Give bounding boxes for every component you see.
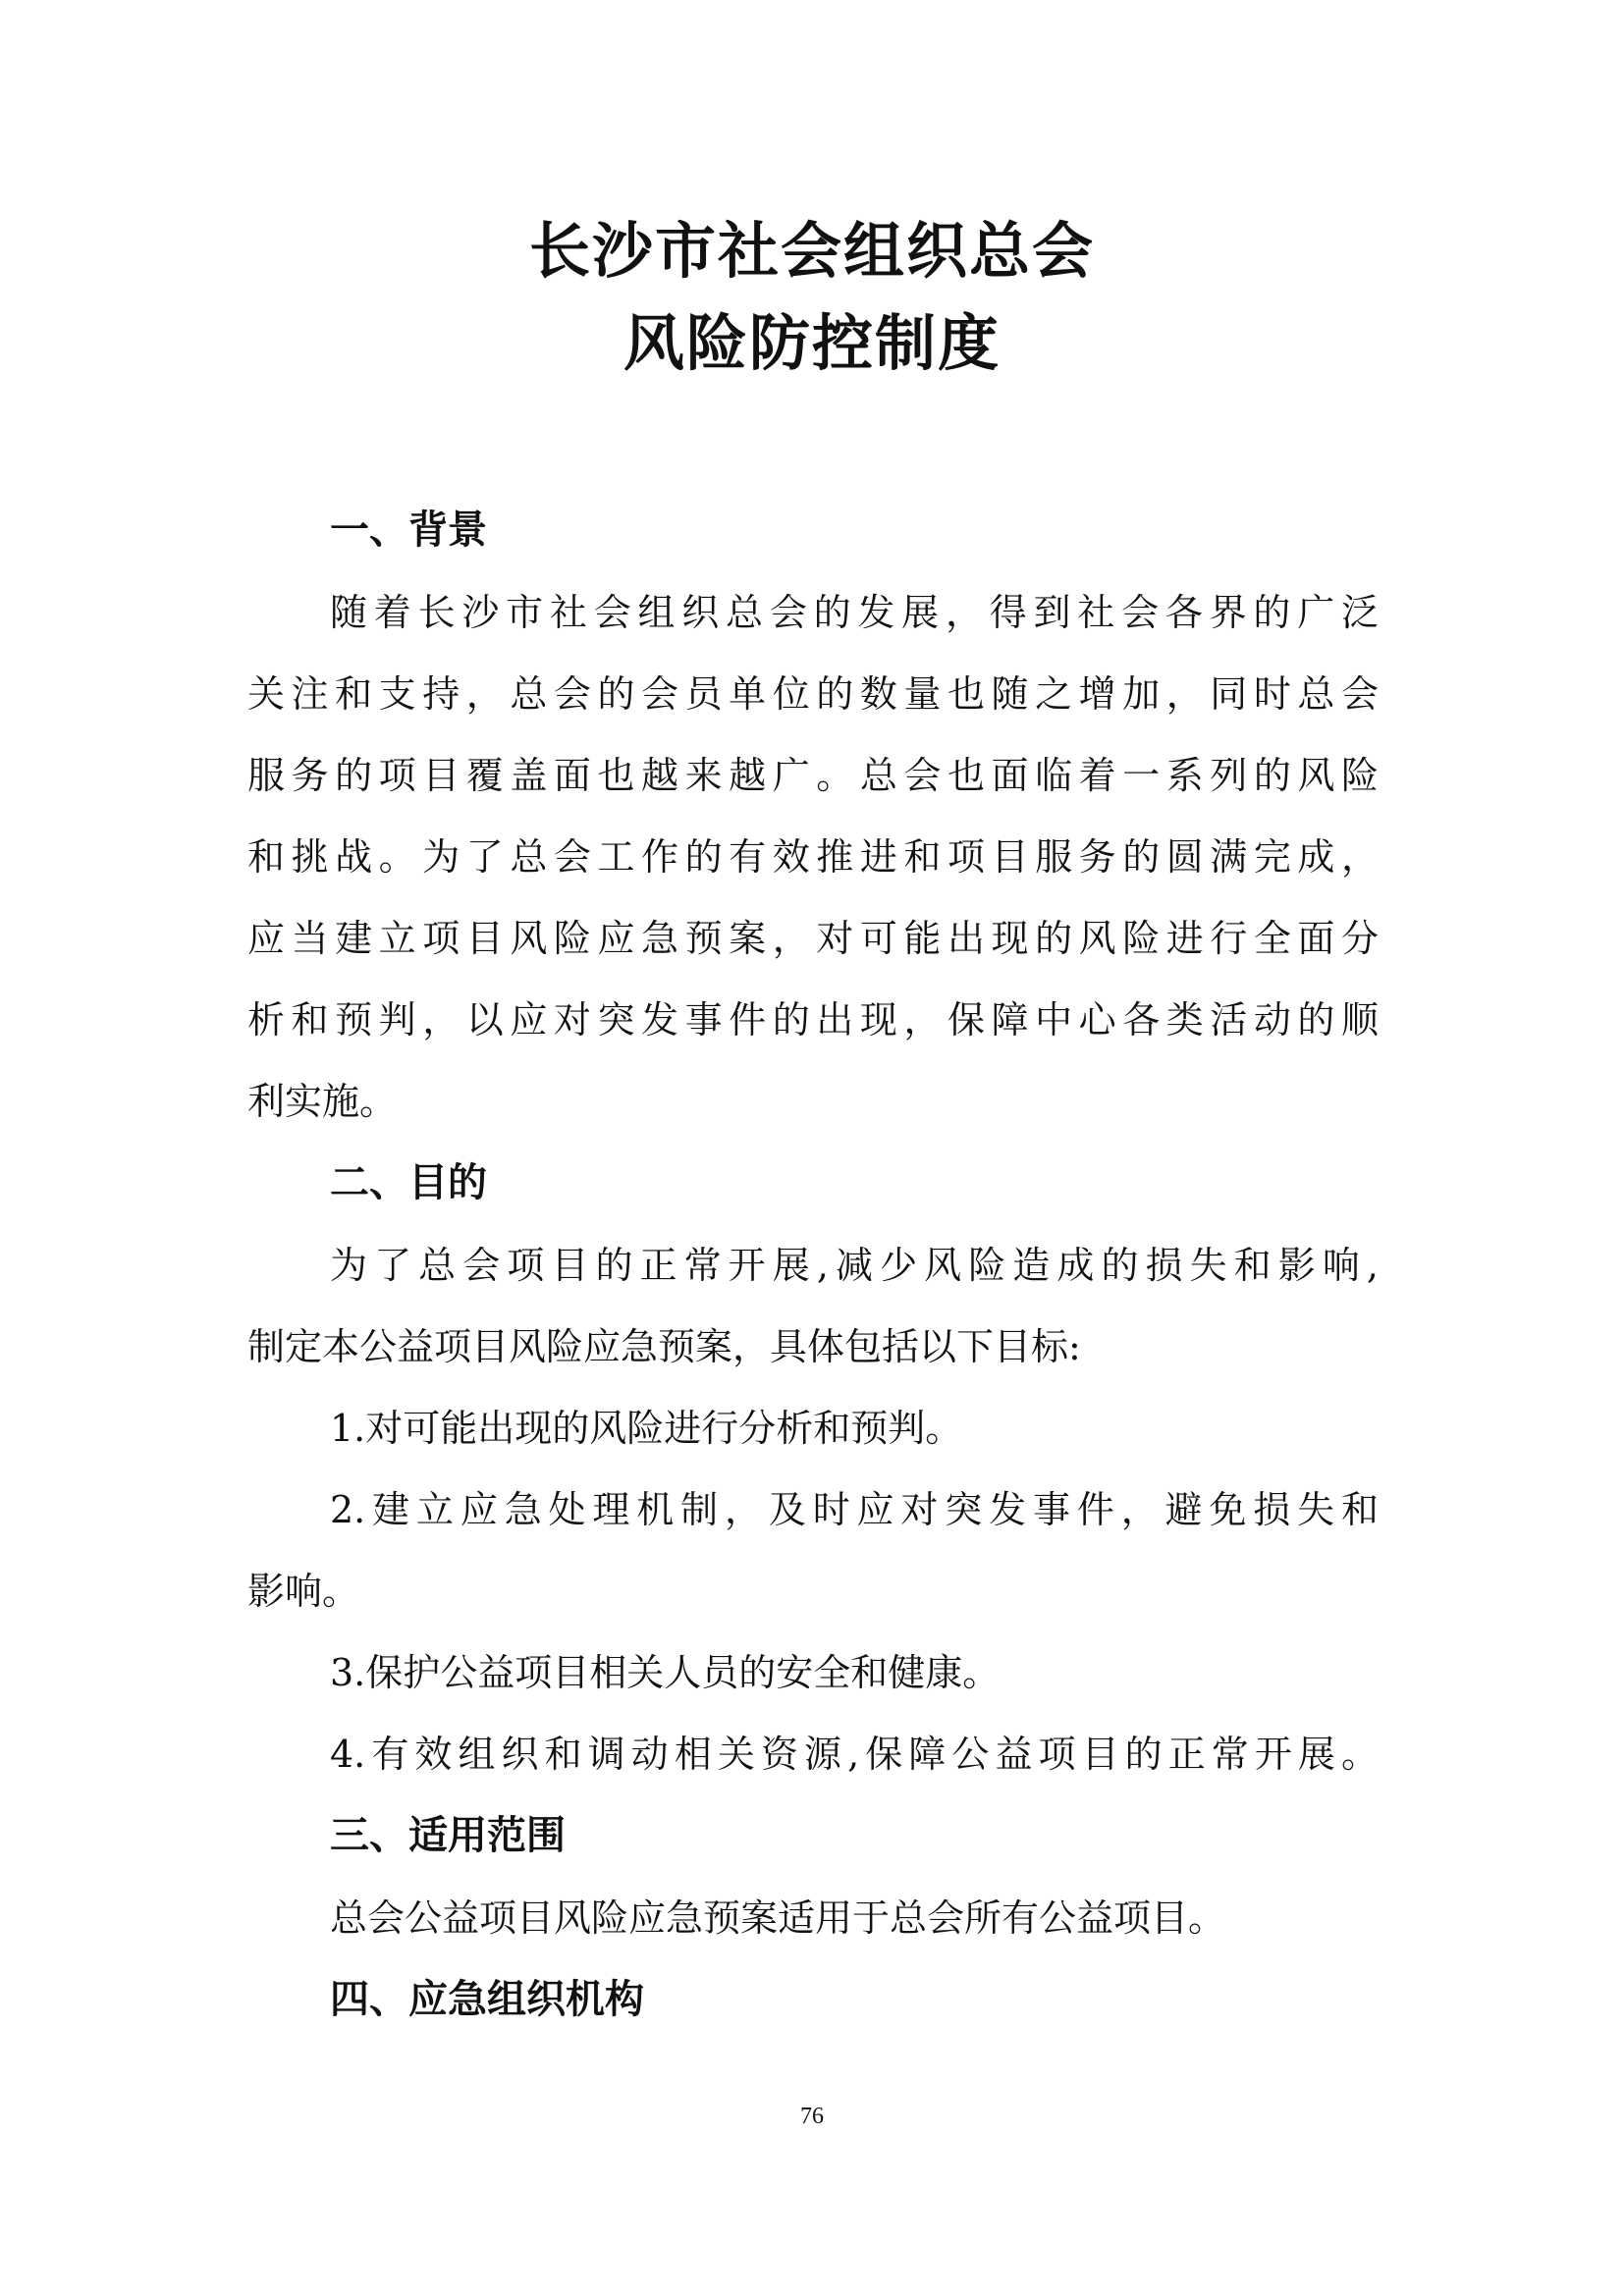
paragraph-line: 制定本公益项目风险应急预案，具体包括以下目标: [247,1325,1081,1368]
list-item-2: 2.建立应急处理机制，及时应对突发事件，避免损失和 [330,1488,1379,1531]
page-number: 76 [800,2104,824,2129]
paragraph-line: 和挑战。为了总会工作的有效推进和项目服务的圆满完成， [247,835,1379,879]
paragraph-line: 总会公益项目风险应急预案适用于总会所有公益项目。 [330,1896,1226,1940]
paragraph-line: 利实施。 [247,1080,398,1123]
paragraph-line: 为了总会项目的正常开展,减少风险造成的损失和影响, [330,1244,1379,1287]
list-item-4: 4.有效组织和调动相关资源,保障公益项目的正常开展。 [330,1733,1379,1776]
section-heading-purpose: 二、目的 [330,1160,487,1205]
paragraph-line: 服务的项目覆盖面也越来越广。总会也面临着一系列的风险 [247,754,1379,797]
list-item-3: 3.保护公益项目相关人员的安全和健康。 [330,1651,1001,1694]
section-heading-scope: 三、适用范围 [330,1813,566,1858]
document-title-line-2: 风险防控制度 [623,307,1001,379]
paragraph-line: 应当建立项目风险应急预案，对可能出现的风险进行全面分 [247,917,1379,960]
paragraph-line: 关注和支持，总会的会员单位的数量也随之增加，同时总会 [247,672,1379,716]
paragraph-line: 析和预判，以应对突发事件的出现，保障中心各类活动的顺 [247,998,1379,1041]
list-item-1: 1.对可能出现的风险进行分析和预判。 [330,1407,963,1450]
section-heading-emergency-organization: 四、应急组织机构 [330,1977,644,2022]
document-title-line-1: 长沙市社会组织总会 [528,215,1095,287]
list-item-2-continuation: 影响。 [247,1570,360,1613]
section-heading-background: 一、背景 [330,507,487,553]
paragraph-line: 随着长沙市社会组织总会的发展，得到社会各界的广泛 [330,591,1379,634]
